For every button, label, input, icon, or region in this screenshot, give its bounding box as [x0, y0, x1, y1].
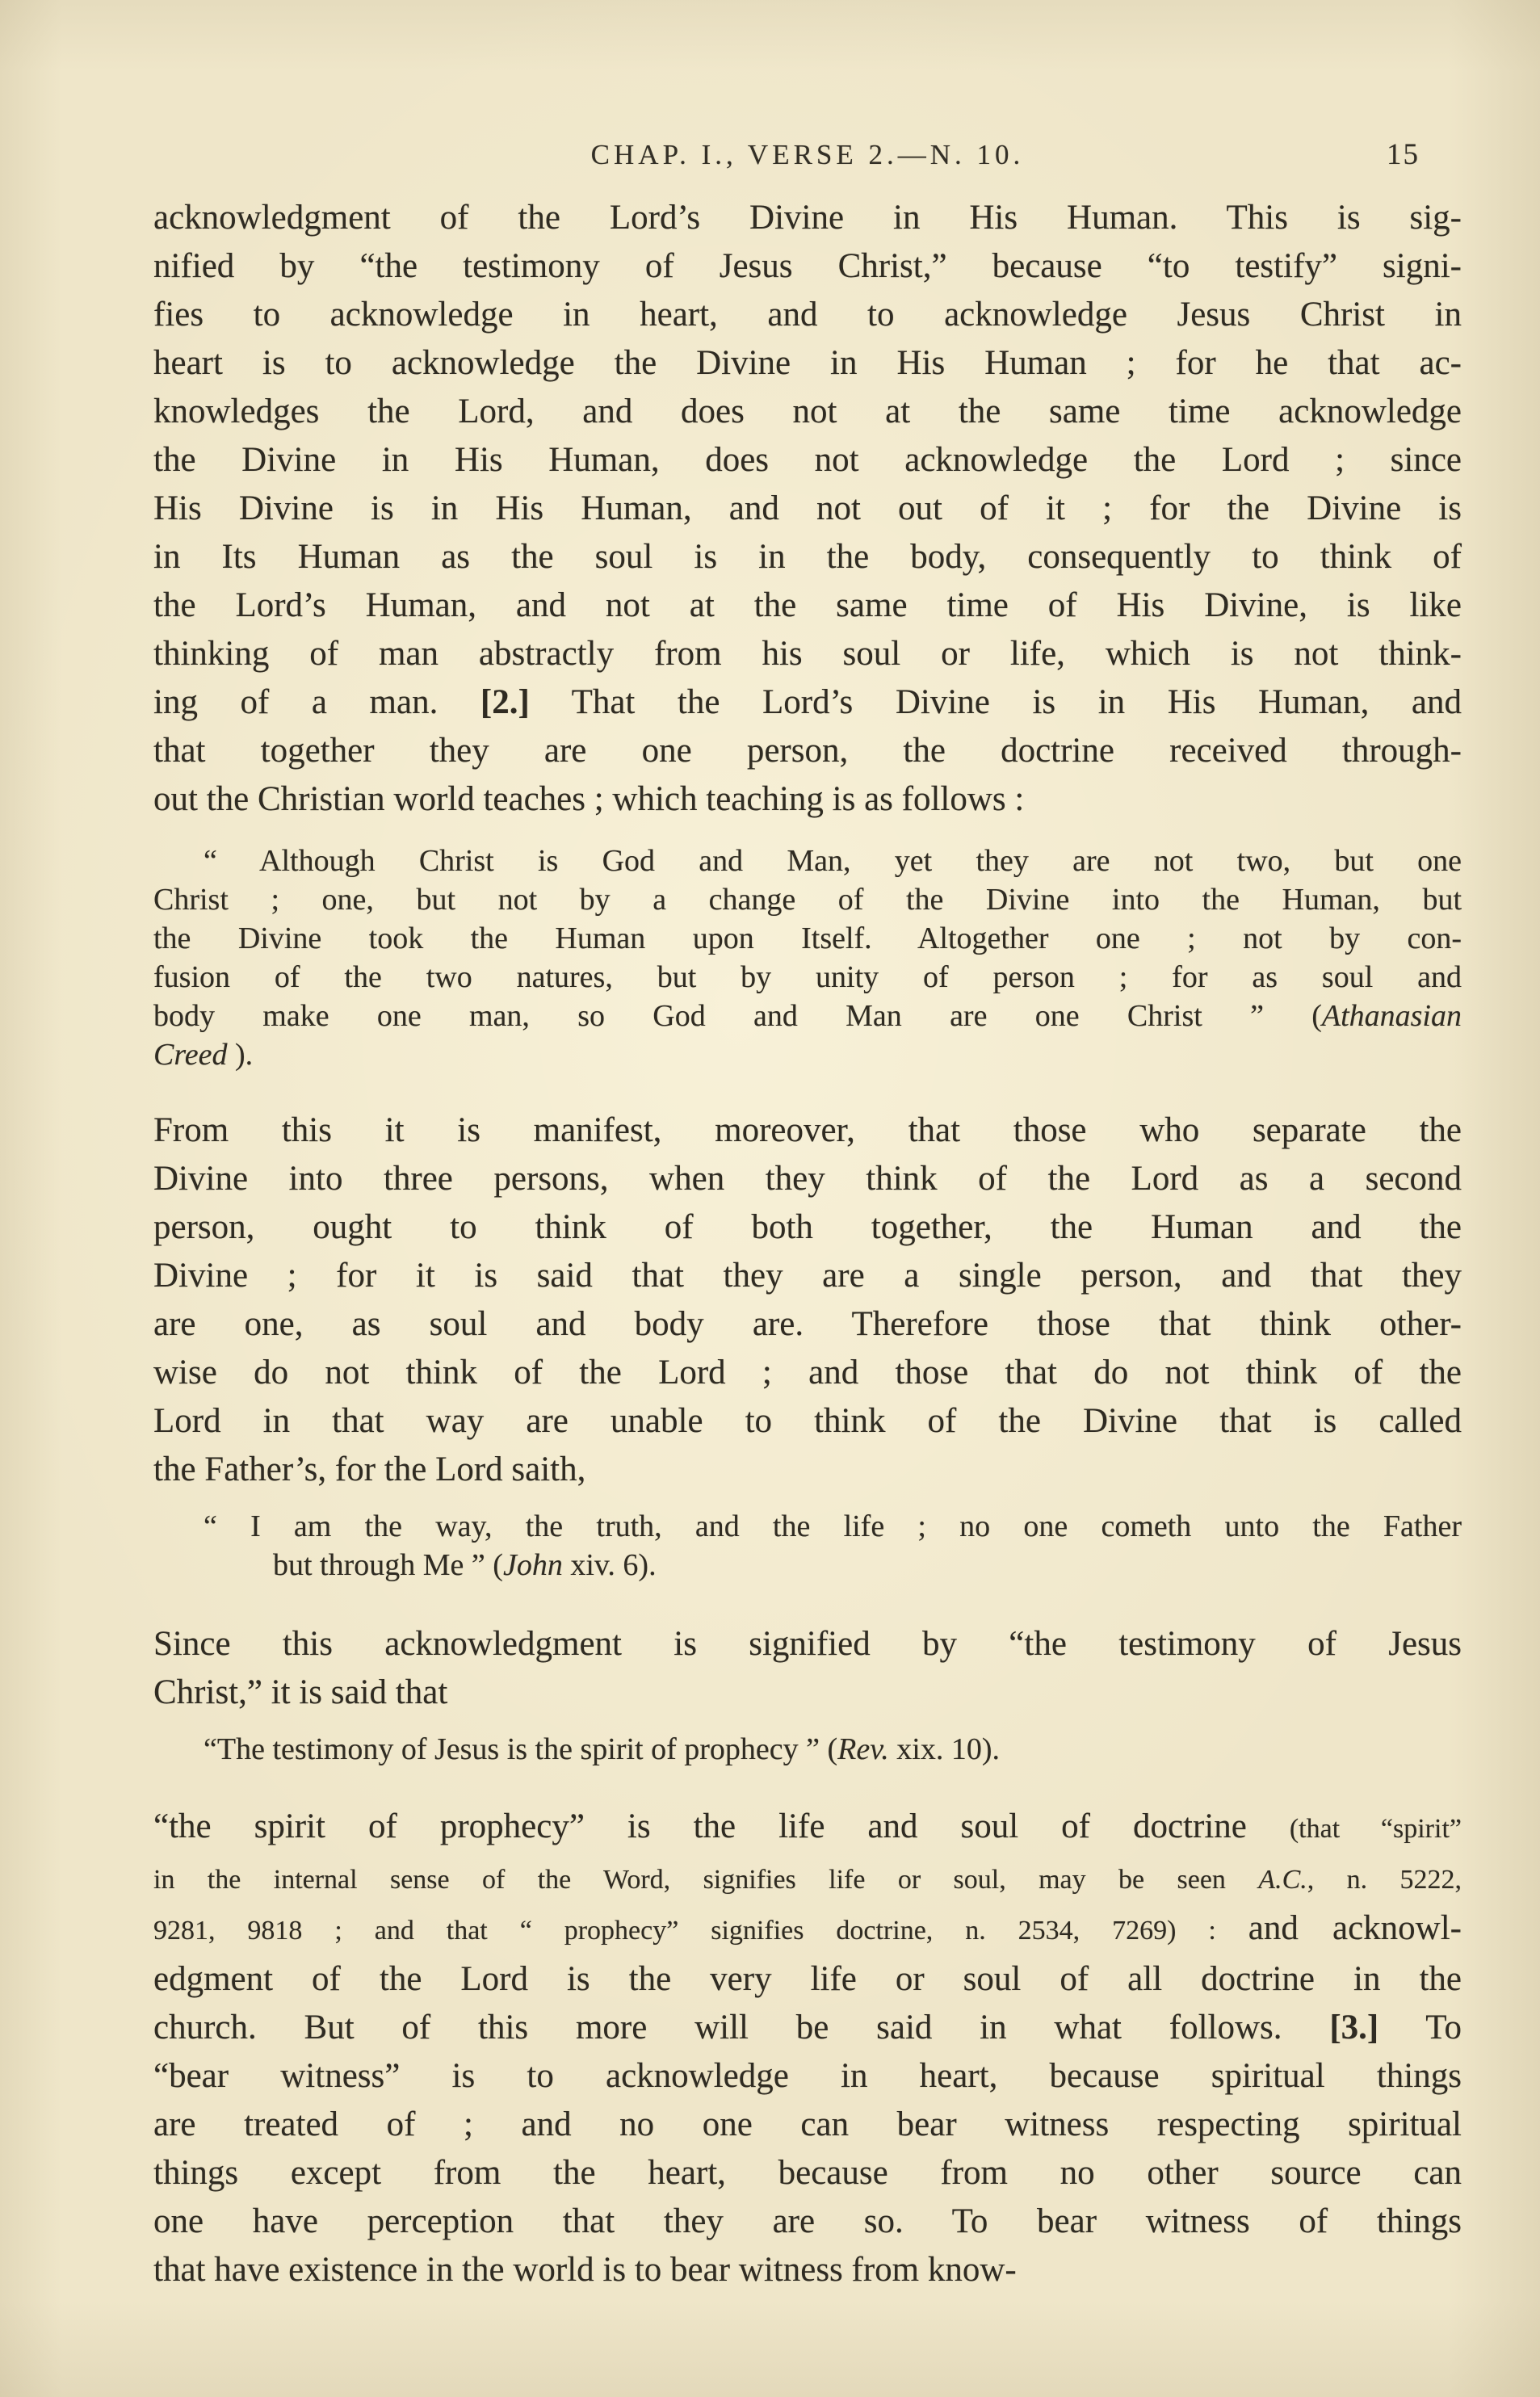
text-segment: heart is to acknowledge the Divine in His Human ; for he that ac- [153, 344, 1462, 382]
text-line [153, 1203, 1462, 1252]
text-segment: church. But of this more will be said in what follows. [153, 2009, 1330, 2046]
text-segment: fies to acknowledge in heart, and to acknowledge Jesus Christ in [153, 296, 1462, 334]
text-line [153, 1507, 1462, 1546]
text-line [153, 339, 1462, 388]
text-segment: the Divine in His Human, does not acknowledge the Lord ; since [153, 441, 1462, 479]
text-segment: Rev. [837, 1732, 889, 1766]
running-header [153, 0, 1462, 176]
para-separate-divine [153, 1106, 1462, 1494]
text-line [153, 1035, 1462, 1074]
text-line [153, 436, 1462, 485]
text-line [153, 919, 1462, 958]
text-segment: “ Although Christ is God and Man, yet they are not two, but one [204, 844, 1462, 878]
text-segment: things except from the heart, because from no other source can [153, 2154, 1462, 2192]
text-line [153, 842, 1462, 880]
text-line [153, 678, 1462, 727]
text-segment: the Father’s, for the Lord saith, [153, 1450, 586, 1488]
text-segment: From this it is manifest, moreover, that those who separate the [153, 1111, 1462, 1149]
text-line [153, 1349, 1462, 1397]
text-line [153, 1155, 1462, 1203]
text-line [153, 2149, 1462, 2198]
text-line [153, 1300, 1462, 1349]
text-line [153, 485, 1462, 533]
text-segment: knowledges the Lord, and does not at the same time acknowledge [153, 393, 1462, 430]
text-segment: Divine into three persons, when they think of the Lord as a second [153, 1160, 1462, 1198]
text-segment: To [1378, 2009, 1462, 2046]
text-segment: person, ought to think of both together, the Human and the [153, 1208, 1462, 1246]
text-line [153, 1904, 1462, 1955]
text-segment: thinking of man abstractly from his soul or life, which is not think- [153, 635, 1462, 673]
text-segment: but through Me ” ( [273, 1548, 503, 1582]
text-segment: are treated of ; and no one can bear witness respecting spiritual [153, 2105, 1462, 2143]
text-segment: the Lord’s Human, and not at the same time of His Divine, is like [153, 586, 1462, 624]
text-segment: Christ ; one, but not by a change of the Divine into the Human, but [153, 883, 1462, 917]
text-segment: Since this acknowledgment is signified by “the testimony of Jesus [153, 1625, 1462, 1663]
text-line [153, 958, 1462, 997]
text-segment: Divine ; for it is said that they are a single person, and that they [153, 1257, 1462, 1295]
text-segment: Creed [153, 1038, 228, 1072]
text-line [153, 194, 1462, 242]
text-line [153, 291, 1462, 339]
text-line [153, 1620, 1462, 1669]
para-since [153, 1620, 1462, 1717]
text-line [153, 533, 1462, 581]
text-line [153, 1955, 1462, 2004]
text-segment: that together they are one person, the doctrine received through- [153, 732, 1462, 770]
text-segment: out the Christian world teaches ; which teaching is as follows : [153, 780, 1025, 818]
text-segment: “bear witness” is to acknowledge in heart, because spiritual things [153, 2057, 1462, 2095]
creed-quote [153, 842, 1462, 1074]
text-segment: xiv. 6). [562, 1548, 657, 1582]
text-segment: “the spirit of prophecy” is the life and soul of doctrine [153, 1807, 1290, 1845]
text-line [153, 2246, 1462, 2294]
text-line [153, 1546, 1462, 1585]
text-segment: ing of a man. [153, 683, 480, 721]
text-segment: ). [227, 1038, 254, 1072]
text-segment: and acknowl- [1248, 1909, 1462, 1947]
text-segment: John [502, 1548, 563, 1582]
text-segment: nified by “the testimony of Jesus Christ,” because “to testify” signi- [153, 247, 1462, 285]
text-line [153, 242, 1462, 291]
text-segment: That the Lord’s Divine is in His Human, and [529, 683, 1462, 721]
text-segment: (that “spirit” [1289, 1814, 1462, 1844]
text-line [153, 2101, 1462, 2149]
text-segment: 9281, 9818 ; and that “ prophecy” signifies doctrine, n. 2534, 7269) : [153, 1916, 1248, 1946]
running-header-title: CHAP. I., VERSE 2.—N. 10. [590, 139, 1025, 170]
text-line [153, 727, 1462, 775]
text-segment: xix. 10). [888, 1732, 1001, 1766]
text-line [153, 997, 1462, 1035]
text-segment: Christ,” it is said that [153, 1673, 448, 1711]
text-line [153, 1730, 1462, 1769]
rev-quote [153, 1730, 1462, 1769]
text-segment: A.C. [1258, 1865, 1307, 1895]
text-segment: one have perception that they are so. To bear witness of things [153, 2202, 1462, 2240]
text-segment: Lord in that way are unable to think of the Divine that is called [153, 1402, 1462, 1440]
text-line [153, 775, 1462, 824]
text-segment: , n. 5222, [1307, 1865, 1462, 1895]
text-line [153, 1252, 1462, 1300]
text-segment: are one, as soul and body are. Therefore those that think other- [153, 1305, 1462, 1343]
page-text [153, 194, 1462, 2294]
text-segment: the Divine took the Human upon Itself. Altogether one ; not by con- [153, 921, 1462, 955]
text-segment: in Its Human as the soul is in the body, consequently to think of [153, 538, 1462, 576]
text-segment: edgment of the Lord is the very life or soul of all doctrine in the [153, 1960, 1462, 1998]
john-quote [153, 1507, 1462, 1585]
text-line [153, 2052, 1462, 2101]
text-segment: fusion of the two natures, but by unity of person ; for as soul and [153, 960, 1462, 994]
text-segment: Athanasian [1321, 999, 1462, 1033]
text-segment: His Divine is in His Human, and not out of it ; for the Divine is [153, 489, 1462, 527]
text-line [153, 1397, 1462, 1446]
text-line [153, 2004, 1462, 2052]
text-line [153, 630, 1462, 678]
text-segment: that have existence in the world is to bear witness from know- [153, 2251, 1017, 2289]
page-number: 15 [1387, 138, 1420, 171]
text-line [153, 880, 1462, 919]
text-line [153, 1106, 1462, 1155]
text-line [153, 1803, 1462, 1853]
para-spirit-of-prophecy [153, 1803, 1462, 2294]
text-line [153, 1853, 1462, 1904]
text-line [153, 2198, 1462, 2246]
text-segment: “The testimony of Jesus is the spirit of prophecy ” ( [204, 1732, 838, 1766]
text-line [153, 1669, 1462, 1717]
text-segment: in the internal sense of the Word, signifies life or soul, may be seen [153, 1865, 1259, 1895]
text-line [153, 1446, 1462, 1494]
text-segment: [3.] [1329, 2009, 1379, 2046]
text-segment: wise do not think of the Lord ; and those that do not think of the [153, 1354, 1462, 1392]
text-segment: acknowledgment of the Lord’s Divine in His Human. This is sig- [153, 199, 1462, 237]
text-segment: body make one man, so God and Man are one Christ ” ( [153, 999, 1322, 1033]
para-continuation [153, 194, 1462, 824]
text-line [153, 388, 1462, 436]
text-segment: [2.] [480, 683, 530, 721]
text-line [153, 581, 1462, 630]
text-segment: “ I am the way, the truth, and the life ; no one cometh unto the Father [204, 1509, 1462, 1543]
